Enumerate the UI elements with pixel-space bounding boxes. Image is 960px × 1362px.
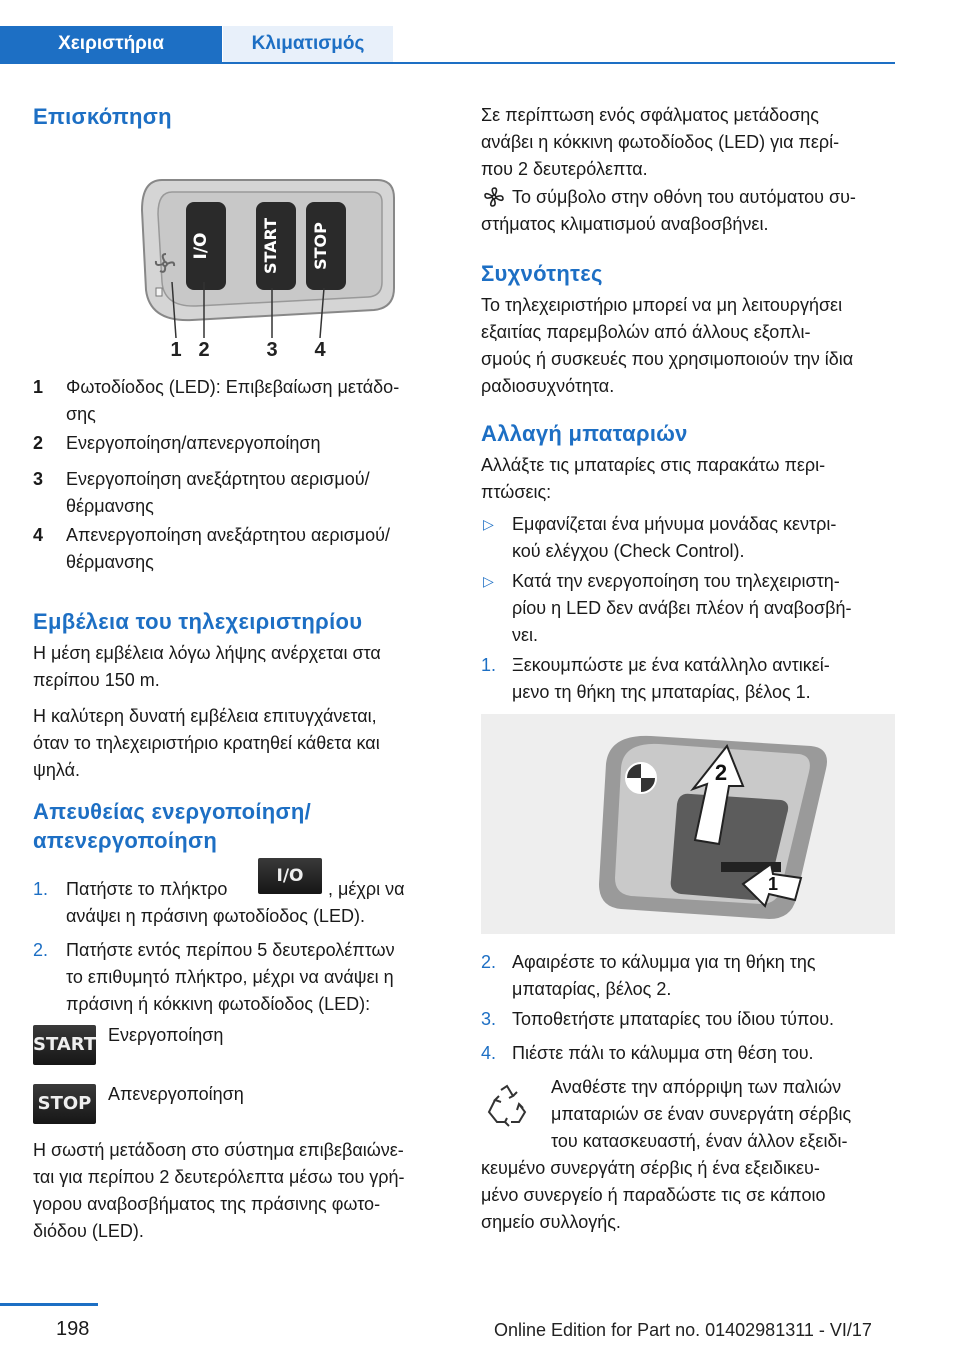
callout-2: 2 [198,339,210,360]
symbol-l1: Το σύμβολο στην οθόνη του αυτόματου συ- [512,187,856,207]
range-p2-l1: Η καλύτερη δυνατή εμβέλεια επιτυγχάνεται, [33,706,377,726]
battery-l2: πτώσεις: [481,482,552,502]
range-p1-l2: περίπου 150 m. [33,670,160,690]
bstep4-l1: Πιέστε πάλι το κάλυμμα στη θέση του. [512,1043,814,1063]
range-p1-l1: Η μέση εμβέλεια λόγω λήψης ανέρχεται στα [33,643,381,663]
bstep2-l1: Αφαιρέστε το κάλυμμα για τη θήκη της [512,952,816,972]
top-tab-bar [0,26,895,64]
bstep-num-4: 4. [481,1043,497,1063]
stop-button-icon: STOP [33,1084,96,1124]
recycle-l5: μένο συνεργείο ή παραδώστε τις σε κάποιο [481,1185,826,1205]
bstep1-l2: μενο τη θήκη της μπαταρίας, βέλος 1. [512,682,811,702]
legend-text-2: Ενεργοποίηση/απενεργοποίηση [66,433,321,453]
freq-heading: Συχνότητες [481,261,603,286]
bstep-num-1: 1. [481,655,497,675]
callout-4: 4 [314,339,326,360]
legend-text-1a: Φωτοδίοδος (LED): Επιβεβαίωση μετάδο- [66,377,400,397]
direct-heading-l1: Απευθείας ενεργοποίηση/ [33,799,312,824]
remote-control-figure [132,170,412,360]
bullet1-l1: Εμφανίζεται ένα μήνυμα μονάδας κεντρι- [512,514,837,534]
recycle-l1: Αναθέστε την απόρριψη των παλιών [551,1077,842,1097]
bstep1-l1: Ξεκουμπώστε με ένα κατάλληλο αντικεί- [512,655,830,675]
bullet2-l3: νει. [512,625,539,645]
battery-figure [481,714,895,934]
legend-text-3b: θέρμανσης [66,496,154,516]
bullet-icon: ▷ [483,516,494,532]
legend-num-3: 3 [33,469,44,489]
bstep3-l1: Τοποθετήστε μπαταρίες του ίδιου τύπου. [512,1009,835,1029]
battery-heading: Αλλαγή μπαταριών [481,421,688,446]
legend-text-4b: θέρμανσης [66,552,154,572]
legend-num-2: 2 [33,433,44,453]
freq-l3: σμούς ή συσκευές που χρησιμοποιούν την ίδια [481,349,854,369]
bstep-num-2: 2. [481,952,497,972]
remote-btn3-label: STOP [311,222,330,270]
step2-l3: πράσινη ή κόκκινη φωτοδίοδος (LED): [66,994,371,1014]
bstep2-l2: μπαταρίας, βέλος 2. [512,979,672,999]
fan-symbol-icon [483,186,505,208]
tab-climate[interactable]: Κλιματισμός [222,26,393,62]
remote-btn1-label: I/O [191,232,211,260]
symbol-l2: στήματος κλιματισμού αναβοσβήνει. [481,214,769,234]
confirm-l4: διόδου (LED). [33,1221,144,1241]
callout-3: 3 [266,339,278,360]
bullet2-l2: ρίου η LED δεν ανάβει πλέον ή αναβοσβή- [512,598,852,618]
legend-num-1: 1 [33,377,44,397]
recycle-l2: μπαταριών σε έναν συνεργάτη σέρβις [551,1104,852,1124]
stop-label: Απενεργοποίηση [108,1084,244,1104]
range-p2-l2: όταν το τηλεχειριστήριο κρατηθεί κάθετα και [33,733,380,753]
range-heading: Εμβέλεια του τηλεχειριστηρίου [33,609,363,634]
freq-l2: εξαιτίας παρεμβολών από άλλους εξοπλι- [481,322,811,342]
footer-rule [0,1303,98,1306]
step2-l2: το επιθυμητό πλήκτρο, μέχρι να ανάψει η [66,967,394,987]
remote-btn2-label: START [261,217,280,275]
io-button-icon: I/O [258,858,322,894]
arrow-1-label: 1 [767,874,779,894]
recycle-l6: σημείο συλλογής. [481,1212,621,1232]
confirm-l1: Η σωστή μετάδοση στο σύστημα επιβεβαιώνε- [33,1140,404,1160]
bullet1-l2: κού ελέγχου (Check Control). [512,541,745,561]
confirm-l2: ται για περίπου 2 δευτερόλεπτα μέσω του γρή- [33,1167,405,1187]
step1-post: , μέχρι να [328,879,405,899]
recycle-l3: του κατασκευαστή, έναν άλλον εξειδι- [551,1131,848,1151]
bullet-icon: ▷ [483,573,494,589]
arrow-2-label: 2 [714,760,728,785]
step1-pre: Πατήστε το πλήκτρο [66,879,228,899]
confirm-l3: γορου αναβοσβήματος της πράσινης φωτο- [33,1194,381,1214]
step-num-2: 2. [33,940,49,960]
step-num-1: 1. [33,879,49,899]
error-l2: ανάβει η κόκκινη φωτοδίοδος (LED) για περί- [481,132,840,152]
bstep-num-3: 3. [481,1009,497,1029]
start-label: Ενεργοποίηση [108,1025,224,1045]
error-l1: Σε περίπτωση ενός σφάλματος μετάδοσης [481,105,819,125]
direct-heading-l2: απενεργοποίηση [33,828,218,853]
edition-note: Online Edition for Part no. 01402981311 - VI/17 [494,1320,872,1340]
error-l3: που 2 δευτερόλεπτα. [481,159,648,179]
recycle-l4: κευμένο συνεργάτη σέρβις ή ένα εξειδικευ- [481,1158,820,1178]
legend-num-4: 4 [33,525,44,545]
legend-text-4a: Απενεργοποίηση ανεξάρτητου αερισμού/ [66,525,391,545]
bullet2-l1: Κατά την ενεργοποίηση του τηλεχειριστη- [512,571,840,591]
start-button-icon: START [33,1025,96,1065]
freq-l4: ραδιοσυχνότητα. [481,376,615,396]
legend-text-3a: Ενεργοποίηση ανεξάρτητου αερισμού/ [66,469,370,489]
battery-l1: Αλλάξτε τις μπαταρίες στις παρακάτω περι- [481,455,826,475]
overview-heading: Επισκόπηση [33,104,172,129]
range-p2-l3: ψηλά. [33,760,80,780]
step2-l1: Πατήστε εντός περίπου 5 δευτερολέπτων [66,940,395,960]
tab-controls[interactable]: Χειριστήρια [0,26,222,62]
legend-text-1b: σης [66,404,96,424]
callout-1: 1 [170,339,182,360]
page-number: 198 [56,1318,90,1340]
step1-line2: ανάψει η πράσινη φωτοδίοδος (LED). [66,906,365,926]
recycle-icon [483,1082,531,1130]
freq-l1: Το τηλεχειριστήριο μπορεί να μη λειτουργήσει [481,295,843,315]
